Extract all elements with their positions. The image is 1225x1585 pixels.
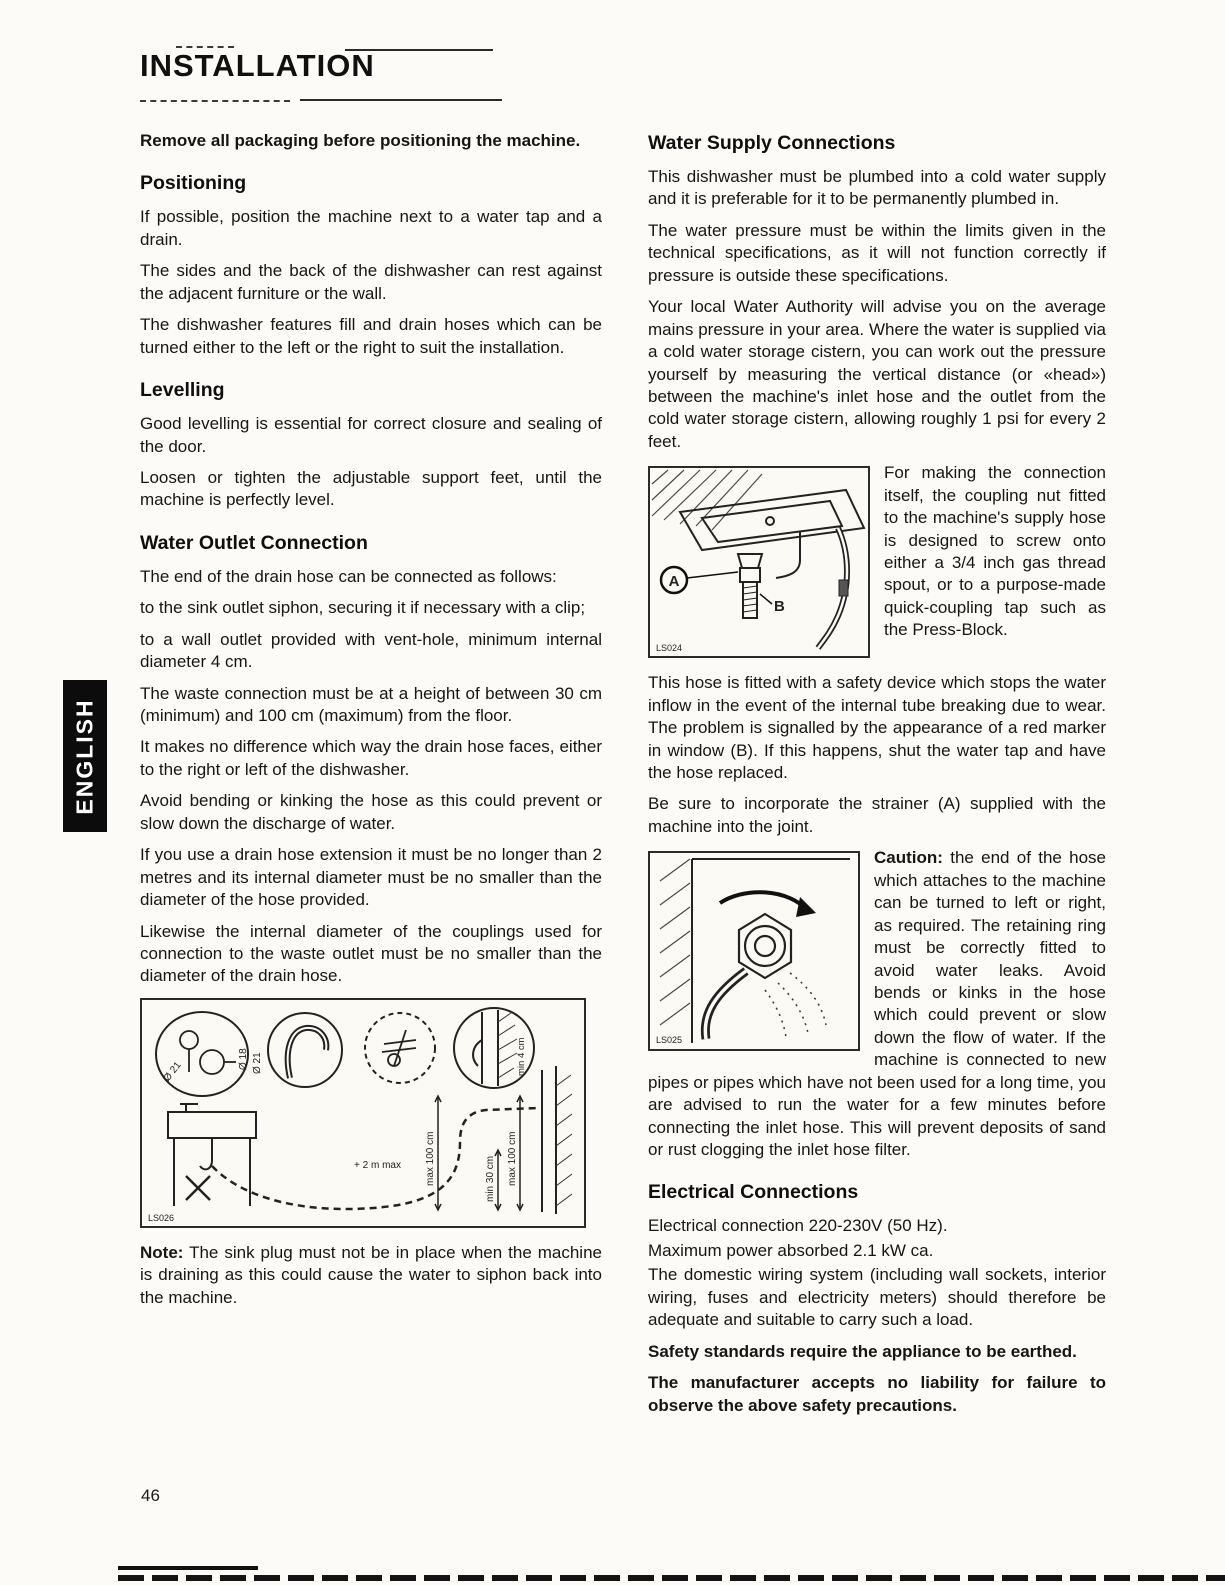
paragraph-outlet-3: to a wall outlet provided with vent-hole, minimum internal diameter 4 cm. [140,629,602,672]
paragraph-electrical-1: Electrical connection 220-230V (50 Hz). [648,1216,948,1236]
dimension-label-min4: min 4 cm [516,1037,527,1076]
paragraph-outlet-4: The waste connection must be at a height of between 30 cm (minimum) and 100 cm (maximum) from the floor. [140,683,602,725]
paragraph-positioning-2: The sides and the back of the dishwasher can rest against the adjacent furniture or the wall. [140,261,602,303]
paragraph-supply-5: Be sure to incorporate the strainer (A) supplied with the machine into the joint. [648,794,1106,836]
note-text: The sink plug must not be in place when the machine is draining as this could cause the water to siphon back into the machine. [140,1242,602,1307]
heading-water-supply: Water Supply Connections [648,132,896,154]
heading-levelling: Levelling [140,379,225,402]
note-paragraph [140,1242,602,1309]
dimension-label-dia21-b: Ø 21 [252,1052,263,1074]
decorative-rule-under-dash [140,100,290,102]
paragraph-electrical-3: The domestic wiring system (including wall sockets, interior wiring, fuses and electricity meters) should therefore be adequate and suitable to carry such a load. [648,1265,1106,1330]
figure-code-inlet: LS025 [656,1035,683,1046]
figure-water-supply-diagram [648,466,870,658]
paragraph-supply-3: Your local Water Authority will advise you on the average mains pressure in your area. Where the water is supplied via a cold water storage cistern, you can work out the pressure yourself by measuring the vertical distance (or «head») between the machine's inlet hose and the outlet from the cold water storage cistern, allowing roughly 1 psi for every 2 feet. [648,297,1106,451]
figure-drain-hose-diagram [140,998,586,1228]
inlet-hose-drawing [650,853,858,1049]
safety-marker-window [839,580,848,596]
language-tab-english [63,680,107,832]
inlet-figure-block [648,847,1106,1161]
supply-figure-block [648,462,1106,662]
paragraph-levelling-2: Loosen or tighten the adjustable support feet, until the machine is perfectly level. [140,467,602,510]
paragraph-outlet-6: Avoid bending or kinking the hose as this could prevent or slow down the discharge of water. [140,791,602,833]
heading-water-outlet: Water Outlet Connection [140,531,368,554]
page-title: INSTALLATION [140,48,375,83]
left-column [140,130,602,1318]
dimension-label-dia18: Ø 18 [238,1048,249,1070]
water-supply-drawing [650,468,868,656]
dimension-label-min30: min 30 cm [485,1155,496,1202]
paragraph-liability: The manufacturer accepts no liability for failure to observe the above safety precautions. [648,1373,1106,1415]
page-number: 46 [141,1486,160,1505]
figure-code-supply: LS024 [656,643,683,654]
paragraph-safety-earthed: Safety standards require the appliance to be earthed. [648,1341,1077,1361]
scan-edge-bar [118,1566,258,1570]
paragraph-positioning-1: If possible, position the machine next to a water tap and a drain. [140,207,602,249]
intro-note: Remove all packaging before positioning the machine. [140,131,581,150]
caution-text: the end of the hose which attaches to the machine can be turned to left or right, as required. The retaining ring must be correctly fitted to avoid water leaks. Avoid bends or kinks in the hose which could prevent or slow down the flow of water. If the machine is connected to new pipes or pipes which have not been used for a long time, you are advised to run the water for a few minutes before connecting the inlet hose. This will prevent deposits of sand or rust clogging the inlet hose filter. [648,848,1106,1159]
figure-inlet-hose-diagram [648,851,860,1051]
language-tab-label: ENGLISH [71,697,98,815]
paragraph-electrical-2: Maximum power absorbed 2.1 kW ca. [648,1240,934,1260]
paragraph-outlet-8: Likewise the internal diameter of the couplings used for connection to the waste outlet must be no smaller than the diameter of the drain hose. [140,921,602,986]
paragraph-supply-figure-wrap: For making the connection itself, the coupling nut fitted to the machine's supply hose is designed to screw onto either a 3/4 inch gas thread spout, or to a purpose-made quick-coupling tap such as the Press-Block. [884,463,1106,640]
decorative-rule-under-solid [300,99,502,101]
caution-label: Caution: [874,848,943,868]
right-column [648,130,1106,1426]
paragraph-outlet-5: It makes no difference which way the drain hose faces, either to the right or left of the dishwasher. [140,737,602,779]
paragraph-outlet-1: The end of the drain hose can be connected as follows: [140,566,557,586]
paragraph-outlet-2: to the sink outlet siphon, securing it if necessary with a clip; [140,598,586,618]
paragraph-levelling-1: Good levelling is essential for correct closure and sealing of the door. [140,414,602,456]
figure-code-drain: LS026 [148,1212,175,1223]
note-label: Note: [140,1242,184,1262]
drain-hose-drawing [142,1000,584,1226]
dimension-label-dia21-a: Ø 21 [161,1059,184,1084]
paragraph-positioning-3: The dishwasher features fill and drain hoses which can be turned either to the left or the right to suit the installation. [140,315,602,357]
paragraph-supply-1: This dishwasher must be plumbed into a cold water supply and it is preferable for it to be permanently plumbed in. [648,167,1106,209]
paragraph-supply-4: This hose is fitted with a safety device which stops the water inflow in the event of the internal tube breaking due to wear. The problem is signalled by the appearance of a red marker in window (B). If this happens, shut the water tap and have the hose replaced. [648,673,1106,782]
figure-label-b: B [774,598,785,616]
paragraph-supply-2: The water pressure must be within the limits given in the technical specifications, as it will not function correctly if pressure is outside these specifications. [648,220,1106,285]
dimension-label-max100-a: max 100 cm [425,1131,436,1186]
paragraph-outlet-7: If you use a drain hose extension it must be no longer than 2 metres and its internal diameter must be no smaller than the diameter of the hose provided. [140,845,602,910]
heading-positioning: Positioning [140,172,247,195]
heading-electrical: Electrical Connections [648,1181,859,1204]
figure-label-a: A [668,573,680,591]
dimension-label-max100-b: max 100 cm [507,1131,518,1186]
dimension-label-2m-max: + 2 m max [354,1159,401,1171]
scan-edge-dashes [118,1575,1225,1581]
